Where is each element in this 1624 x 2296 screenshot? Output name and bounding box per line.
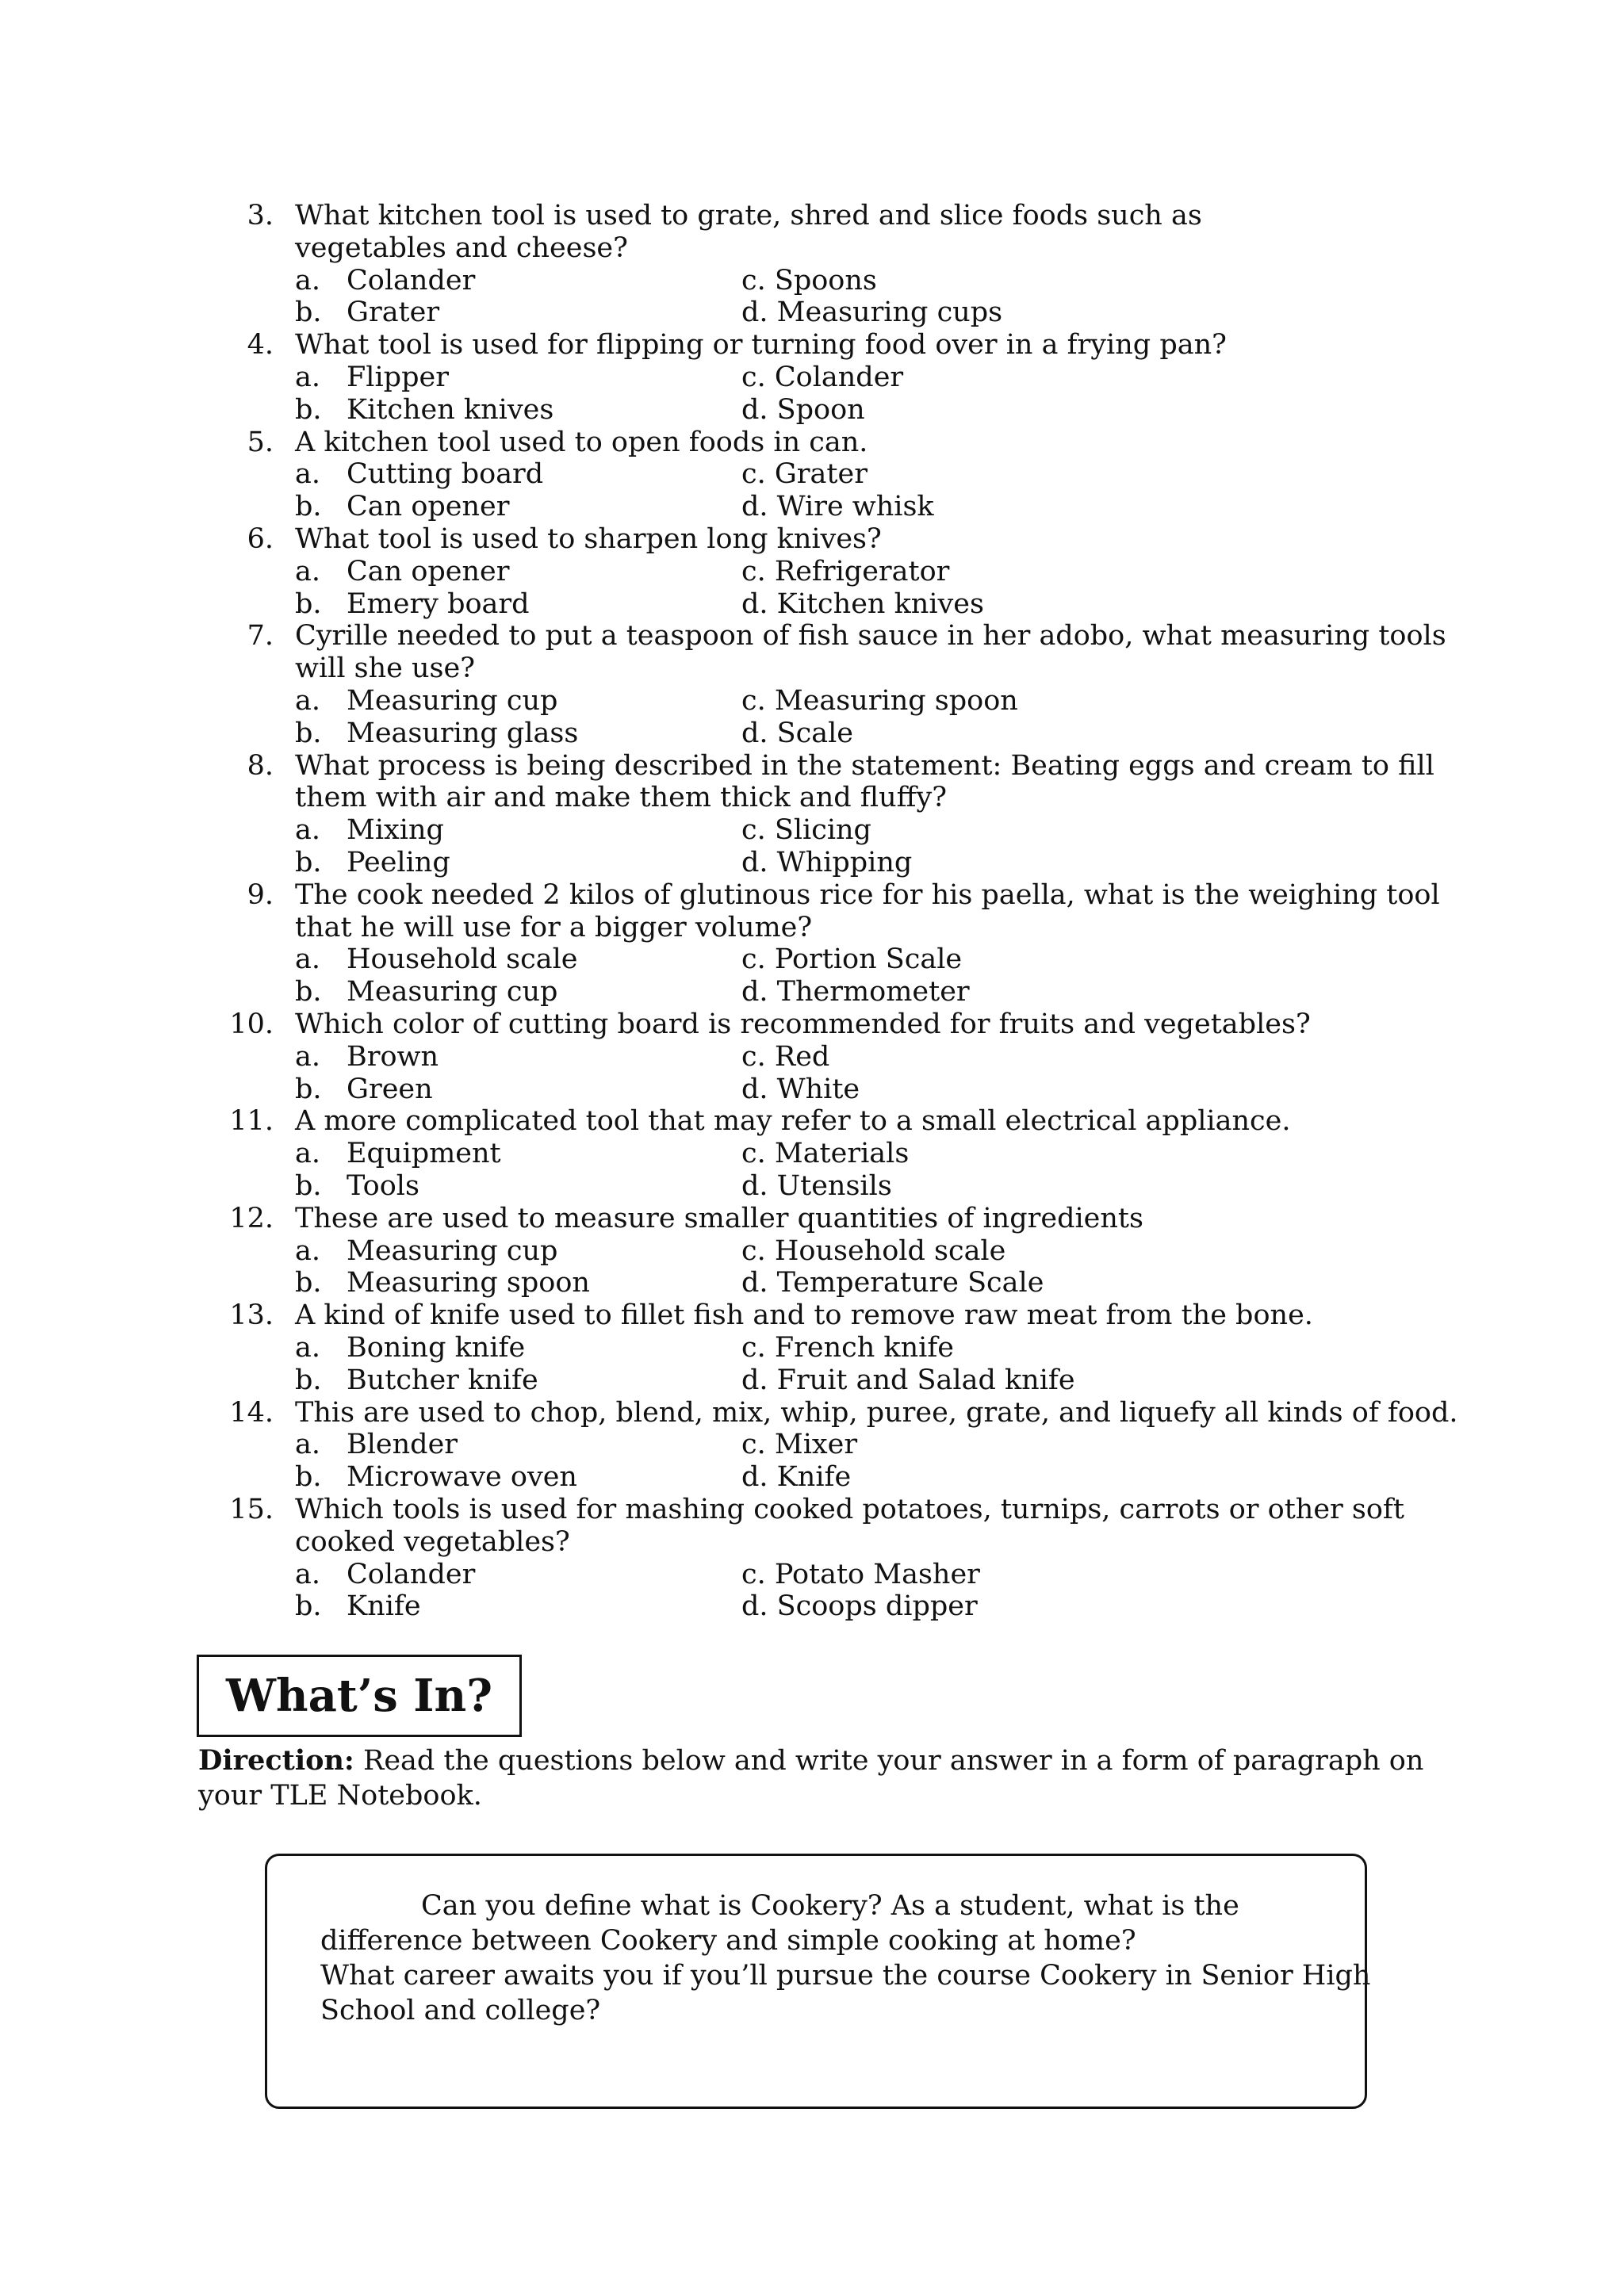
question-text: will she use? [295, 652, 475, 685]
option-text: Mixing [347, 814, 444, 847]
question-number: 12. [229, 1202, 274, 1234]
option-letter: b. [295, 1170, 322, 1202]
question-number: 5. [247, 426, 274, 458]
direction-paragraph [198, 1743, 1435, 1813]
option-text: Household scale [347, 943, 578, 976]
option-text: Measuring cup [347, 976, 558, 1008]
option-second-column: c. Slicing [741, 814, 871, 847]
option-second-column: c. Colander [741, 362, 904, 393]
option-second-column: c. Red [741, 1040, 830, 1073]
prompt-line: Can you define what is Cookery? As a student, what is the [421, 1890, 1239, 1922]
option-letter: a. [295, 1040, 320, 1073]
option-text: Green [347, 1073, 433, 1105]
direction-label: Direction: [198, 1744, 354, 1777]
question-number: 10. [229, 1008, 274, 1040]
option-second-column: d. Fruit and Salad knife [741, 1364, 1075, 1396]
option-text: Measuring spoon [347, 1267, 590, 1299]
option-text: Can opener [347, 555, 510, 587]
option-letter: a. [295, 362, 320, 393]
question-text: Cyrille needed to put a teaspoon of fish sauce in her adobo, what measuring tools [295, 620, 1446, 652]
question-text: What tool is used for flipping or turning food over in a frying pan? [295, 329, 1227, 362]
option-letter: b. [295, 297, 322, 329]
question-number: 7. [247, 620, 274, 652]
prompt-line: difference between Cookery and simple cooking at home? [320, 1925, 1136, 1957]
option-text: Flipper [347, 362, 449, 393]
option-text: Cutting board [347, 458, 544, 491]
option-second-column: c. Household scale [741, 1234, 1006, 1267]
option-second-column: c. Materials [741, 1138, 910, 1170]
section-title-box [197, 1655, 522, 1737]
question-number: 8. [247, 749, 274, 782]
option-second-column: d. Spoon [741, 393, 865, 426]
prompt-line: School and college? [320, 1995, 601, 2026]
option-text: Emery board [347, 587, 530, 620]
section-title: What’s In? [226, 1670, 492, 1722]
option-second-column: c. Grater [741, 458, 868, 491]
option-letter: a. [295, 264, 320, 297]
option-second-column: c. Portion Scale [741, 943, 963, 976]
option-second-column: d. Knife [741, 1461, 852, 1494]
question-text: Which color of cutting board is recommended for fruits and vegetables? [295, 1008, 1311, 1040]
option-text: Microwave oven [347, 1461, 577, 1494]
option-text: Grater [347, 297, 440, 329]
option-letter: b. [295, 587, 322, 620]
question-text: These are used to measure smaller quantities of ingredients [295, 1202, 1143, 1234]
option-letter: a. [295, 555, 320, 587]
question-text: vegetables and cheese? [295, 232, 628, 264]
option-text: Colander [347, 1558, 476, 1590]
question-number: 11. [229, 1105, 274, 1138]
option-letter: b. [295, 1073, 322, 1105]
option-second-column: c. Potato Masher [741, 1558, 980, 1590]
question-number: 15. [229, 1494, 274, 1525]
option-text: Blender [347, 1429, 458, 1461]
question-text: What tool is used to sharpen long knives? [295, 523, 882, 555]
question-number: 6. [247, 523, 274, 555]
option-letter: b. [295, 976, 322, 1008]
question-text: What process is being described in the statement: Beating eggs and cream to fill [295, 749, 1434, 782]
option-second-column: c. Mixer [741, 1429, 858, 1461]
question-text: cooked vegetables? [295, 1525, 570, 1558]
option-text: Butcher knife [347, 1364, 538, 1396]
prompt-line: What career awaits you if you’ll pursue the course Cookery in Senior High [320, 1960, 1371, 1992]
option-second-column: d. Kitchen knives [741, 587, 984, 620]
option-second-column: c. French knife [741, 1332, 955, 1364]
option-second-column: c. Spoons [741, 264, 877, 297]
option-letter: b. [295, 1590, 322, 1623]
question-text: A more complicated tool that may refer to a small electrical appliance. [295, 1105, 1291, 1138]
option-letter: b. [295, 1364, 322, 1396]
option-letter: b. [295, 717, 322, 749]
question-text: What kitchen tool is used to grate, shred and slice foods such as [295, 200, 1202, 232]
option-second-column: c. Measuring spoon [741, 685, 1018, 717]
option-letter: a. [295, 814, 320, 847]
option-text: Knife [347, 1590, 421, 1623]
question-number: 9. [247, 878, 274, 911]
option-letter: b. [295, 847, 322, 878]
option-second-column: d. White [741, 1073, 860, 1105]
question-text: The cook needed 2 kilos of glutinous rice for his paella, what is the weighing tool [295, 878, 1440, 911]
option-letter: a. [295, 685, 320, 717]
option-text: Colander [347, 264, 476, 297]
option-text: Peeling [347, 847, 450, 878]
option-second-column: d. Measuring cups [741, 297, 1003, 329]
question-number: 13. [229, 1299, 274, 1332]
option-letter: b. [295, 491, 322, 523]
question-text: them with air and make them thick and fluffy? [295, 782, 948, 814]
option-second-column: c. Refrigerator [741, 555, 950, 587]
question-text: A kind of knife used to fillet fish and to remove raw meat from the bone. [295, 1299, 1313, 1332]
option-second-column: d. Whipping [741, 847, 913, 878]
direction-text: Read the questions below and write your answer in a form of paragraph on your TLE Notebook. [198, 1745, 1424, 1812]
option-letter: a. [295, 458, 320, 491]
option-text: Equipment [347, 1138, 501, 1170]
question-text: Which tools is used for mashing cooked potatoes, turnips, carrots or other soft [295, 1494, 1404, 1525]
option-letter: a. [295, 943, 320, 976]
option-letter: a. [295, 1429, 320, 1461]
option-text: Brown [347, 1040, 439, 1073]
option-second-column: d. Utensils [741, 1170, 892, 1202]
option-text: Measuring cup [347, 1234, 558, 1267]
option-text: Boning knife [347, 1332, 526, 1364]
option-text: Measuring cup [347, 685, 558, 717]
option-letter: a. [295, 1138, 320, 1170]
question-number: 3. [247, 200, 274, 232]
prompt-box [265, 1854, 1371, 2109]
option-letter: a. [295, 1332, 320, 1364]
option-text: Measuring glass [347, 717, 579, 749]
option-second-column: d. Scale [741, 717, 854, 749]
option-letter: b. [295, 393, 322, 426]
question-text: that he will use for a bigger volume? [295, 911, 813, 943]
option-letter: b. [295, 1461, 322, 1494]
question-number: 4. [247, 329, 274, 362]
option-letter: a. [295, 1558, 320, 1590]
option-text: Kitchen knives [347, 393, 554, 426]
option-second-column: d. Scoops dipper [741, 1590, 978, 1623]
option-second-column: d. Temperature Scale [741, 1267, 1044, 1299]
option-text: Can opener [347, 491, 510, 523]
option-text: Tools [347, 1170, 419, 1202]
option-second-column: d. Wire whisk [741, 491, 934, 523]
option-second-column: d. Thermometer [741, 976, 970, 1008]
question-text: A kitchen tool used to open foods in can. [295, 426, 868, 458]
option-letter: a. [295, 1234, 320, 1267]
question-text: This are used to chop, blend, mix, whip, puree, grate, and liquefy all kinds of food. [295, 1396, 1458, 1429]
question-number: 14. [229, 1396, 274, 1429]
option-letter: b. [295, 1267, 322, 1299]
